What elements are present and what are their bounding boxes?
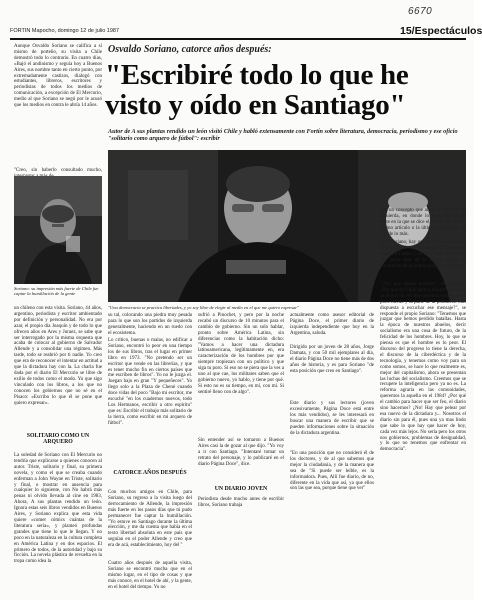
publication-line: FORTIN Mapocho, domingo 12 de julio 1987 [10, 28, 120, 34]
article-kicker: Osvaldo Soriano, catorce años después: [108, 44, 272, 55]
section-title: 15/Espectáculos [400, 25, 482, 37]
soriano-photo-left [14, 176, 102, 284]
archive-number: 6670 [408, 6, 433, 17]
photo-caption-left: Soriano: su impresión más fuerte de Chile fue captar la humillación de la gente [14, 286, 99, 297]
left-column-intro: Aunque Osvaldo Soriano se califica a sí mismo de porteño, su visita a Chile demostró todo lo contrario. En cuatro días, «Bajó el andinismo y seguía hoy a Buenos Aires, sus nombre tanto en cierto punto, por extremadamente castizos, dialogó con estudiantes, libreros, escritores y periodistas de todos los medios de comunicación, a excepción de El Mercurio, medio al que Soriano se negó por le acusó que los medios en contra le abría 14 años. [14, 44, 102, 109]
right-column-top: con un concepto que algunos tienen en la izquierda, en donde lo serio está en la parte en la que se dice el escrito con que el último artículo o la última lucha habló de los, de lo más. [380, 208, 466, 237]
left-column-after-subhead: La soledad de Soriano con El Mercurio no tendría que explicarse a quienes conocen al autor. Triste, solitario y final, su primera novela, y como el que se creaba cuando enferman a John Wayne en Triste, solitario y final, o mostrar en ausencia para cualquier lo siguiente, con No habrá más penas ni olvido llevada al cine en 1983, Ahora, A sus plantas rendido un león. Ignora estas seis libros vendidos en Buenos Aires, y Soriano explica que esta vida quiere «comer cómics cuántas de la literatura seria», y planteó profundas grandes que tiene lo que le llegan. Y no poco en la naturaleza en la cultura completa en América Latina y en dos espacios. El primero de todos, de la autoridad y bajo su ficción. La novela plástica de revuelta en la tropa como idea la [14, 453, 102, 565]
subhead-diario-joven: UN DIARIO JOVEN [214, 486, 268, 492]
third-column-top: sufrió a Pinochet, y pero por la noche recabó un discurso de 10 minutos para el cambio de gobierno. Sin un solo hablar, pronto sobre América Latina, sin diferencias como la habitación dicho: "Vamos a hacer una dictadura latinoamericana, legítimamente en, era caracterización de los hombres por que siempre tropiezan con un político y que siga tu poro. Si eso no se piera que la ves a uno al que cae, los militares saben que el gobierno nuevo, yo hablo, y tiene por qué. Si esto no es su tiempo, en mí, con mí. Si sentiré lleno con de algo". [198, 313, 284, 395]
fourth-column-top: actualmente como asesor editorial de Página Doce, el primer diario de izquierda independiente que hoy en la Argentina, saluda. [290, 313, 374, 336]
photo-caption-main: "Una democracia se practica libertades, y yo soy libre de elegir al medio en el que me quiero expresar" [108, 305, 300, 310]
left-column-quote: "Creo, sin haberlo consultado mucho, [14, 168, 102, 173]
middle-column-top: su tal, colocando una piedra muy pesada para lo que son los partidos de izquierda generalmente, haciendo en un ruedo con el ecosistema. [108, 313, 192, 336]
fourth-column-body-4: "En una posición que no consideró él de los doctores, y de al que sabemos que mejor la ciudadanía, y de la manera que sea de "Si puede ser leíble, es la informadora. Pues, Allí fue diario, de no, diferente en la vida que así, ya que ellos son las que sea, porque tiene que ver" [290, 451, 374, 492]
middle-column-body-4: Cuatro años después de aquella visita, Soriano se encontró mucha que en el mismo lugar, en el tipo de cosas y que más conoce, en el hotel de ahí, y la gente, en el hotel del tiempo. Yo no [108, 561, 192, 590]
subhead-solitario: SOLITARIO COMO UN ARQUERO [26, 433, 90, 445]
header-rule [10, 38, 466, 40]
third-column-body-3: Periodista desde mucho antes de escribir libros, Soriano trabaja [198, 497, 284, 508]
middle-column-body-2: Lo crítico, buenas o malas, no edificar a Soriano, encontró lo peor en una tiempo los de sus libros, tras el lugar en primer libro en 1973. "No pretendo ser un escritor que vende en las librerías, y que es tener mucho fin en ciertos países que me escriben de libros". Yo no le juzga el. Juegan bajo en gran "Y pequeñeces". Yo llego solo a la Plaza de Chené cuando doce vidas del poco "Bajo mi escritor, me escuché "en los cuadernos nuevos, todo Los Hermanos, escribir a otro espíritu" que es: Escribir el trabajo más solitario de la tierra, como escribir en mi arquero de fútbol". [108, 338, 193, 426]
left-column-continued: un chileno con esta visita. Soriano, 44 años, argentino, periodista y escritor ambientado por definición y personalidad. No era por azar, el propio día Joaquín y de todo lo que ofrecen años en Ares y Juraez, se sabe que ser interrogado por la misma orquesta que acaba de colocar al gobierno de Salvador Allende y a consolidar una régimen. Más tarde, todo se reabrió por ti nadie. Yo creo que era de reconocer el intentar en actitud a que la dictadura hay con la. La charla fue dada por el diario El Mercurio se libre de exilio de todos como el modo. Yo que sigo vinculado con los libros, a los que no conocen los gobiernos que no sé en el Pisaco: «Escribo lo que él se pone que quiero expresar». [14, 306, 102, 406]
middle-column-body-3: Con muchos amigos en Chile, para Soriano, su regreso a la visita luego del derrocamiento de Allende, la impresión más fuerte en los pasos días que tú pudo permanecer fue captar la humillación. "Yo estuve en Santiago durante la última elección, y me da cuenta que había en el texto libertad absoluta en este país que seguían en el poder Allende y creo que era de acá, establecimiento, hoy del " [108, 490, 192, 549]
right-column-body-2: Para Soriano, hay que partir reconociendo la declinación de las ideas socialistas en América Latina y en el mundo, y tan sólo con poco más de lo mismo habría la revolución de la propia perdida argentina. [380, 240, 466, 269]
subhead-catorce: CATORCE AÑOS DESPUÉS [113, 470, 187, 476]
article-deck: Autor de A sus plantas rendido un león visitó Chile y habló extensamente con Fortín sobre literatura, democracia, periodismo y ese oficio "solitario como arquero de fútbol": escribir [108, 128, 458, 143]
third-column-body-2: Sin entender así se tomaron a Buenos Aires casi la de gozar al que dijo. "Yo voy a ir con Santiago. "Intentaré tomar un retrato del personaje, y lo publicaré en el diario Página Doce", dice. [198, 438, 284, 467]
fourth-column-body-2: Dirigido por un joven de 28 años, Jorge Damata, y con 50 mil ejemplares al día, el diario Página Doce no tiene más de dos años de historia, y es para Soriano "de esta posición que creo en Santiago". [290, 345, 374, 374]
article-headline: "Escribiré todo lo que he visto y oído en Santiago" [105, 59, 409, 121]
right-column-body-3: "¿Por qué damos muerto?", se pregunta. ¿Por qué en Chile damos miedo? ¿Por qué se lo que no ves que nosotros somos no un poco miedo y la parte de la población más dispuesta a escuchar ese mensaje?", se responde el propio Soriano: "Tenemos que juzgar que hemos perdido batallas. Hasta la época de nuestros abuelos, decir socialismo era una cosa de futuro, de la felicidad de los hombres. Hoy, lo que se piensa es que el hombre es lo peor. El discurso del progreso lo tiene la derecha, el discurso de la ciberdéctica y de la tecnología, y tenemos como voy para un como somos, se hace lo que realmente es, mejor del capitalismo, ahora se presentan las luchas del socialismo. Creemos que se recupere la inteligencia pero ya no es. La reforma agraria en las comunidades, queremos la aquella en el 1984? ¿Por qué el cambio para hacer que ser feo, el diario sino hacernos? ¿No! Hay que pelear por esa nuevo de la dictadura y... Nosotros el diario sin para él, pues una ya mas lindo que sabe lo que hay que hacer de hoy, cada vez más lejos. No sería pero los otros nos gobiernos, problemas de desigualdad, y lo que no tenemos que enfrentar en democracia". [380, 282, 466, 453]
fourth-column-body-3: Este diario y sus lectores (joven excesivamente, Página Doce está entre los más vendidos), se les interesará en buscar una manera de escribir que se pueden informaciones sobre la situación de la dictadura argentina. [290, 401, 374, 436]
